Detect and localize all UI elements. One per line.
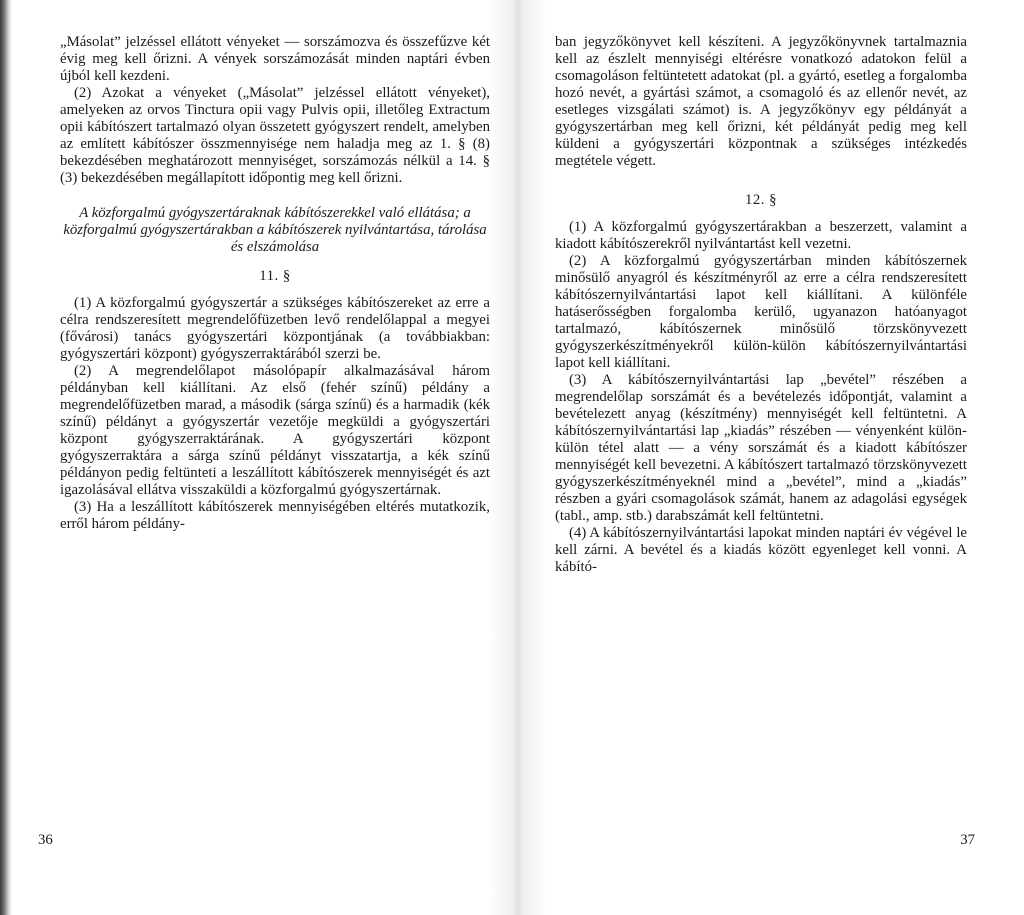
paragraph: (3) A kábítószernyilvántartási lap „bevétel” részében a megrendelőlap sorszámát és a bevételezés időpontját, valamint a bevételezett anyag (készítmény) mennyiségét kell feltüntetni. A kábítószernyilvántartási lap „kiadás” részében — vényenként külön-külön tétel alatt — a vény sorszámát és a kiadott kábítószer mennyiségét kell bevezetni. A kábítószert tartalmazó törzskönyvezett gyógyszerkészítményeknél mind a „bevétel”, mind a „kiadás” részben a gyári csomagolások számát, hanem az adagolási egységek (tabl., amp. stb.) darabszámát kell feltüntetni. — [555, 372, 967, 524]
left-page — [38, 0, 490, 915]
paragraph: (2) A megrendelőlapot másolópapír alkalmazásával három példányban kell kiállítani. Az első (fehér színű) példány a megrendelőfüzetben marad, a második (sárga színű) és a harmadik (kék színű) példányt a gyógyszertár vezetője megküldi a gyógyszertári központ gyógyszerraktárának. A gyógyszertári központ gyógyszerraktára a sárga színű példányt visszatartja, a kék színű példányon pedig feltünteti a leszállított kábítószerek mennyiségét és azt igazolásával ellátva visszaküldi a közforgalmú gyógyszertárnak. — [60, 363, 490, 498]
scan-edge-shadow — [0, 0, 12, 915]
paragraph: (2) A közforgalmú gyógyszertárban minden kábítószernek minősülő anyagról és készítményről az erre a célra rendszeresített kábítószernyilvántartási lapot kell kiállítani. A különféle hatáserősségben forgalomba kerülő, ugyanazon hatóanyagot tartalmazó, kábítószernek minősülő törzskönyvezett gyógyszerkészítményekről külön-külön kábítószernyilvántartási lapot kell kiállítani. — [555, 253, 967, 371]
paragraph: (2) Azokat a vényeket („Másolat” jelzéssel ellátott vényeket), amelyeken az orvos Tinctura opii vagy Pulvis opii, illetőleg Extractum opii kábítószert tartalmazó olyan összetett gyógyszert rendelt, amelyben az említett kábítószer összmennyisége nem haladja meg az 1. § (8) bekezdésében meghatározott mennyiséget, sorszámozás nélkül a 14. § (3) bekezdésében megállapított időpontig meg kell őrizni. — [60, 85, 490, 186]
paragraph: (1) A közforgalmú gyógyszertárakban a beszerzett, valamint a kiadott kábítószerekről nyilvántartást kell vezetni. — [555, 219, 967, 252]
paragraph: „Másolat” jelzéssel ellátott vényeket — sorszámozva és összefűzve két évig meg kell őrizni. A vények sorszámozását minden naptári évben újból kell kezdeni. — [60, 34, 490, 84]
right-page — [555, 0, 975, 915]
chapter-heading: A közforgalmú gyógyszertáraknak kábítószerekkel való ellátása; a közforgalmú gyógyszertárakban a kábítószerek nyilvántartása, tárolása és elszámolása — [63, 205, 487, 255]
left-page-text — [60, 34, 490, 533]
paragraph: (3) Ha a leszállított kábítószerek mennyiségében eltérés mutatkozik, erről három példány- — [60, 499, 490, 532]
book-gutter — [488, 0, 548, 915]
section-title: 11. § — [259, 268, 291, 284]
paragraph: ban jegyzőkönyvet kell készíteni. A jegyzőkönyvnek tartalmaznia kell az észlelt mennyiségi eltérésre vonatkozó adatokon felül a csomagoláson feltüntetett adatokat (pl. a gyártó, esetleg a forgalomba hozó nevét, a gyártási számot, a csomagoló és az ellenőr nevét, az esetleges vizsgálati számot) is. A jegyzőkönyv egy példányát a gyógyszertárban meg kell őrizni, két példányát pedig meg kell küldeni a gyógyszertári központnak a szükséges intézkedés megtétele végett. — [555, 34, 967, 169]
paragraph: (4) A kábítószernyilvántartási lapokat minden naptári év végével le kell zárni. A bevétel és a kiadás között egyenleget kell vonni. A kábító- — [555, 525, 967, 575]
paragraph: (1) A közforgalmú gyógyszertár a szükséges kábítószereket az erre a célra rendszeresített megrendelőfüzetben levő rendelőlappal a megyei (fővárosi) tanács gyógyszertári központjának (a továbbiakban: gyógyszertári központ) gyógyszerraktárából szerzi be. — [60, 295, 490, 362]
section-title: 12. § — [744, 192, 778, 208]
right-page-text — [555, 34, 967, 576]
page-number: 37 — [960, 832, 975, 848]
page-number: 36 — [38, 832, 53, 848]
